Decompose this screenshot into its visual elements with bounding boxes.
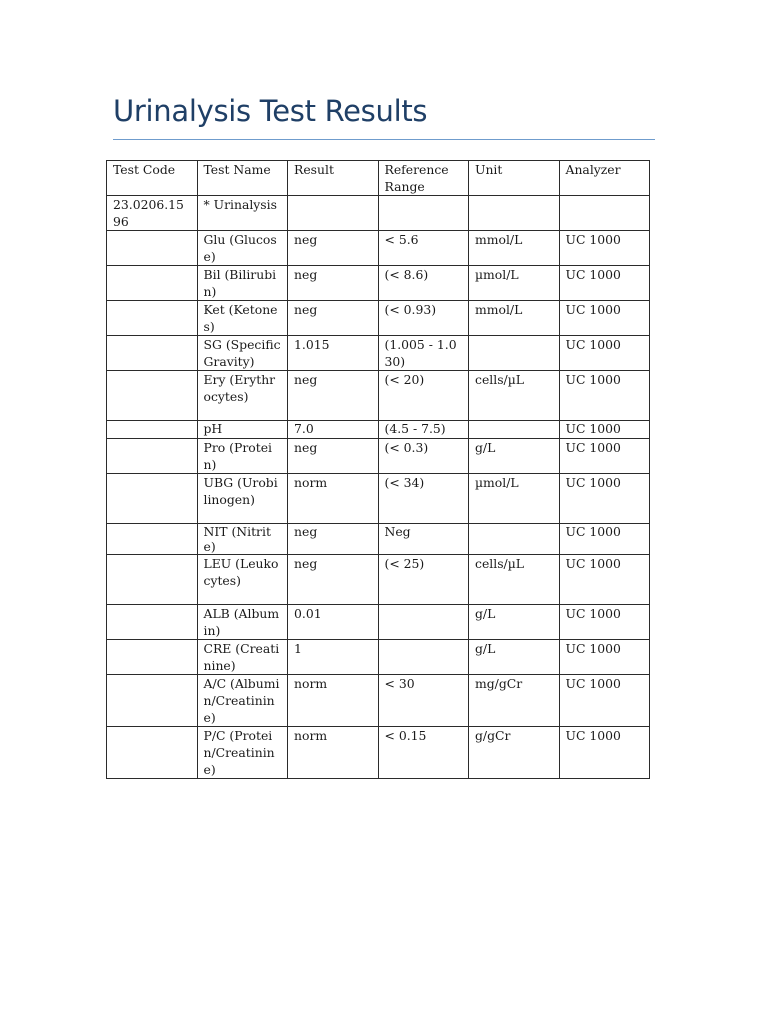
reference-range-cell: (< 34) <box>378 474 469 524</box>
result-cell: neg <box>288 231 379 266</box>
test-code-cell <box>107 555 198 605</box>
test-code-cell <box>107 675 198 727</box>
analyzer-cell: UC 1000 <box>559 266 650 301</box>
result-cell: 1.015 <box>288 336 379 371</box>
result-cell: neg <box>288 555 379 605</box>
result-cell: 7.0 <box>288 421 379 439</box>
unit-cell: g/L <box>469 605 560 640</box>
analyzer-cell: UC 1000 <box>559 555 650 605</box>
table-row <box>107 231 650 266</box>
results-table <box>106 160 650 779</box>
reference-range-cell: Neg <box>378 524 469 555</box>
reference-range-cell <box>378 640 469 675</box>
test-name-cell: Ery (Erythrocytes) <box>197 371 288 421</box>
test-name-cell: * Urinalysis <box>197 196 288 231</box>
table-row <box>107 727 650 779</box>
empty-cell <box>378 196 469 231</box>
table-row <box>107 675 650 727</box>
test-name-cell: ALB (Albumin) <box>197 605 288 640</box>
unit-cell <box>469 421 560 439</box>
page-title: Urinalysis Test Results <box>113 94 428 128</box>
analyzer-cell: UC 1000 <box>559 439 650 474</box>
table-row <box>107 266 650 301</box>
reference-range-cell: < 5.6 <box>378 231 469 266</box>
empty-cell <box>559 196 650 231</box>
test-name-cell: UBG (Urobilinogen) <box>197 474 288 524</box>
table-row <box>107 371 650 421</box>
unit-cell: cells/µL <box>469 555 560 605</box>
result-cell: neg <box>288 524 379 555</box>
result-cell: neg <box>288 266 379 301</box>
unit-cell: mmol/L <box>469 231 560 266</box>
reference-range-cell: (< 0.93) <box>378 301 469 336</box>
test-code-cell <box>107 421 198 439</box>
empty-cell <box>288 196 379 231</box>
unit-cell: g/L <box>469 439 560 474</box>
reference-range-cell <box>378 605 469 640</box>
table-row <box>107 640 650 675</box>
unit-cell <box>469 524 560 555</box>
analyzer-cell: UC 1000 <box>559 675 650 727</box>
header-cell: Analyzer <box>559 161 650 196</box>
test-code-cell <box>107 727 198 779</box>
table-row <box>107 336 650 371</box>
test-name-cell: Bil (Bilirubin) <box>197 266 288 301</box>
test-code-cell <box>107 524 198 555</box>
unit-cell <box>469 336 560 371</box>
analyzer-cell: UC 1000 <box>559 474 650 524</box>
header-cell: Test Name <box>197 161 288 196</box>
analyzer-cell: UC 1000 <box>559 421 650 439</box>
unit-cell: cells/µL <box>469 371 560 421</box>
test-code-cell <box>107 371 198 421</box>
result-cell: neg <box>288 439 379 474</box>
unit-cell: mmol/L <box>469 301 560 336</box>
test-name-cell: Ket (Ketones) <box>197 301 288 336</box>
reference-range-cell: (4.5 - 7.5) <box>378 421 469 439</box>
reference-range-cell: (< 0.3) <box>378 439 469 474</box>
test-name-cell: CRE (Creatinine) <box>197 640 288 675</box>
test-name-cell: LEU (Leukocytes) <box>197 555 288 605</box>
table-row <box>107 421 650 439</box>
test-name-cell: pH <box>197 421 288 439</box>
table-row <box>107 605 650 640</box>
reference-range-cell: < 30 <box>378 675 469 727</box>
header-row <box>107 161 650 196</box>
analyzer-cell: UC 1000 <box>559 336 650 371</box>
result-cell: 0.01 <box>288 605 379 640</box>
header-cell: Result <box>288 161 379 196</box>
unit-cell: mg/gCr <box>469 675 560 727</box>
table-row <box>107 555 650 605</box>
test-name-cell: Glu (Glucose) <box>197 231 288 266</box>
table-row <box>107 474 650 524</box>
title-divider <box>113 139 655 140</box>
group-row <box>107 196 650 231</box>
analyzer-cell: UC 1000 <box>559 524 650 555</box>
table-row <box>107 524 650 555</box>
reference-range-cell: (< 8.6) <box>378 266 469 301</box>
test-code-cell <box>107 266 198 301</box>
result-cell: norm <box>288 675 379 727</box>
test-code-cell <box>107 439 198 474</box>
table-row <box>107 439 650 474</box>
analyzer-cell: UC 1000 <box>559 727 650 779</box>
reference-range-cell: < 0.15 <box>378 727 469 779</box>
analyzer-cell: UC 1000 <box>559 605 650 640</box>
test-name-cell: A/C (Albumin/Creatinine) <box>197 675 288 727</box>
test-name-cell: Pro (Protein) <box>197 439 288 474</box>
test-code-cell: 23.0206.1596 <box>107 196 198 231</box>
analyzer-cell: UC 1000 <box>559 301 650 336</box>
header-cell: Reference Range <box>378 161 469 196</box>
test-code-cell <box>107 474 198 524</box>
result-cell: 1 <box>288 640 379 675</box>
reference-range-cell: (1.005 - 1.030) <box>378 336 469 371</box>
result-cell: neg <box>288 301 379 336</box>
unit-cell: µmol/L <box>469 474 560 524</box>
analyzer-cell: UC 1000 <box>559 640 650 675</box>
reference-range-cell: (< 25) <box>378 555 469 605</box>
analyzer-cell: UC 1000 <box>559 371 650 421</box>
test-code-cell <box>107 605 198 640</box>
unit-cell: µmol/L <box>469 266 560 301</box>
reference-range-cell: (< 20) <box>378 371 469 421</box>
test-code-cell <box>107 640 198 675</box>
result-cell: norm <box>288 727 379 779</box>
analyzer-cell: UC 1000 <box>559 231 650 266</box>
test-name-cell: SG (Specific Gravity) <box>197 336 288 371</box>
table-row <box>107 301 650 336</box>
result-cell: norm <box>288 474 379 524</box>
result-cell: neg <box>288 371 379 421</box>
test-code-cell <box>107 231 198 266</box>
header-cell: Test Code <box>107 161 198 196</box>
unit-cell: g/gCr <box>469 727 560 779</box>
test-code-cell <box>107 336 198 371</box>
test-name-cell: NIT (Nitrite) <box>197 524 288 555</box>
test-name-cell: P/C (Protein/Creatinine) <box>197 727 288 779</box>
test-code-cell <box>107 301 198 336</box>
unit-cell: g/L <box>469 640 560 675</box>
header-cell: Unit <box>469 161 560 196</box>
empty-cell <box>469 196 560 231</box>
